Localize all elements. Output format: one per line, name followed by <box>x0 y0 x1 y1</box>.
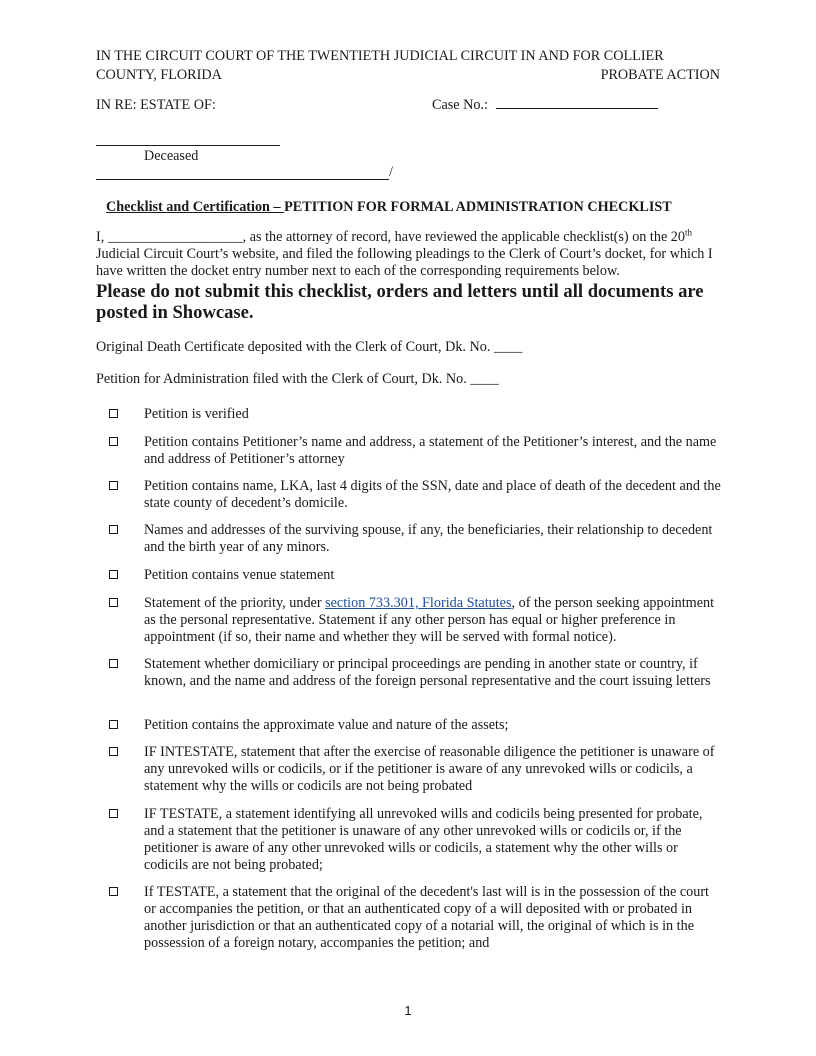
cert-text-1: , as the attorney of record, have reviewed the applicable checklist(s) on the 20 <box>242 229 685 245</box>
deceased-label: Deceased <box>144 148 199 164</box>
petition-filed-line: Petition for Administration filed with the Clerk of Court, Dk. No. ____ <box>96 371 499 387</box>
checklist-item-text: Petition contains venue statement <box>144 567 335 583</box>
page-number: 1 <box>404 1003 412 1018</box>
checkbox[interactable] <box>109 809 118 818</box>
probate-action-label: PROBATE ACTION <box>600 67 720 83</box>
checklist-item-text: If TESTATE, a statement that the original of the decedent's last will is in the possession of the court or accompanies the petition, or that an authenticated copy of a will deposited with or probated in another jurisdiction or that an authenticated copy of a notarial will, the original of which is in the possession of a foreign notary, accompanies the petition; and <box>144 884 709 951</box>
in-re-estate-label: IN RE: ESTATE OF: <box>96 97 216 113</box>
checkbox[interactable] <box>109 409 118 418</box>
checkbox[interactable] <box>109 720 118 729</box>
checkbox[interactable] <box>109 659 118 668</box>
priority-text-post: , of the person seeking appointment as the personal representative. Statement if any other person has equal or higher preference in appointment (if so, their name and whether they will be served with formal notice). <box>144 595 715 645</box>
checklist-item-text: Petition is verified <box>144 406 249 422</box>
checklist-item-text <box>144 595 722 646</box>
checklist-title-part1: Checklist and Certification – <box>106 199 285 215</box>
checkbox[interactable] <box>109 887 118 896</box>
checkbox[interactable] <box>109 481 118 490</box>
caption-close-line <box>96 179 389 180</box>
checklist-title-part2: PETITION FOR FORMAL ADMINISTRATION CHECKLIST <box>284 199 672 215</box>
checkbox[interactable] <box>109 598 118 607</box>
cert-text-2: Judicial Circuit Court’s website, and filed the following pleadings to the Clerk of Court’s docket, for which I have written the docket entry number next to each of the corresponding requirements below. <box>96 245 713 279</box>
priority-text-pre: Statement of the priority, under <box>144 595 326 611</box>
warning-line2: posted in Showcase. <box>96 302 254 323</box>
death-certificate-line: Original Death Certificate deposited with the Clerk of Court, Dk. No. ____ <box>96 339 523 355</box>
checklist-item-text: IF INTESTATE, statement that after the exercise of reasonable diligence the petitioner is unaware of any unrevoked wills or codicils, or if the petitioner is aware of any unrevoked wills or codicils, a statement why the wills or codicils are not being probated <box>144 744 715 794</box>
statute-link[interactable]: section 733.301, Florida Statutes <box>325 595 512 611</box>
cert-superscript: th <box>685 227 693 238</box>
warning-line1: Please do not submit this checklist, orders and letters until all documents are <box>96 281 704 302</box>
case-number-field <box>432 97 658 114</box>
checklist-item-text: Statement whether domiciliary or principal proceedings are pending in another state or country, if known, and the name and address of the foreign personal representative and the court issuing letters <box>144 656 711 689</box>
checklist-item-text: Petition contains Petitioner’s name and address, a statement of the Petitioner’s interest, and the name and address of Petitioner’s attorney <box>144 434 717 467</box>
checklist-title <box>106 199 672 216</box>
checkbox[interactable] <box>109 437 118 446</box>
checklist-item-text: IF TESTATE, a statement identifying all unrevoked wills and codicils being presented for probate, and a statement that the petitioner is unaware of any other unrevoked wills or codicils or, if the petitioner is aware of any other unrevoked wills or codicils, a statement why the other wills or codicils are not being probated; <box>144 806 703 873</box>
case-number-label: Case No.: <box>432 97 488 113</box>
attorney-name-blank: ___________________ <box>107 229 243 245</box>
checkbox[interactable] <box>109 570 118 579</box>
checkbox[interactable] <box>109 747 118 756</box>
checkbox[interactable] <box>109 525 118 534</box>
caption-slash: / <box>389 164 393 180</box>
checklist-item-text: Petition contains name, LKA, last 4 digits of the SSN, date and place of death of the decedent and the state county of decedent’s domicile. <box>144 478 721 511</box>
decedent-name-blank <box>96 145 280 146</box>
certification-paragraph <box>96 229 720 279</box>
county-label: COUNTY, FLORIDA <box>96 67 222 83</box>
court-header-line1: IN THE CIRCUIT COURT OF THE TWENTIETH JUDICIAL CIRCUIT IN AND FOR COLLIER <box>96 48 664 64</box>
checklist-item-text: Petition contains the approximate value and nature of the assets; <box>144 717 509 733</box>
cert-prefix: I, <box>96 229 108 245</box>
court-header-line2 <box>96 67 720 84</box>
checklist-item-text: Names and addresses of the surviving spouse, if any, the beneficiaries, their relationship to decedent and the birth year of any minors. <box>144 522 713 555</box>
case-number-blank <box>496 108 658 109</box>
